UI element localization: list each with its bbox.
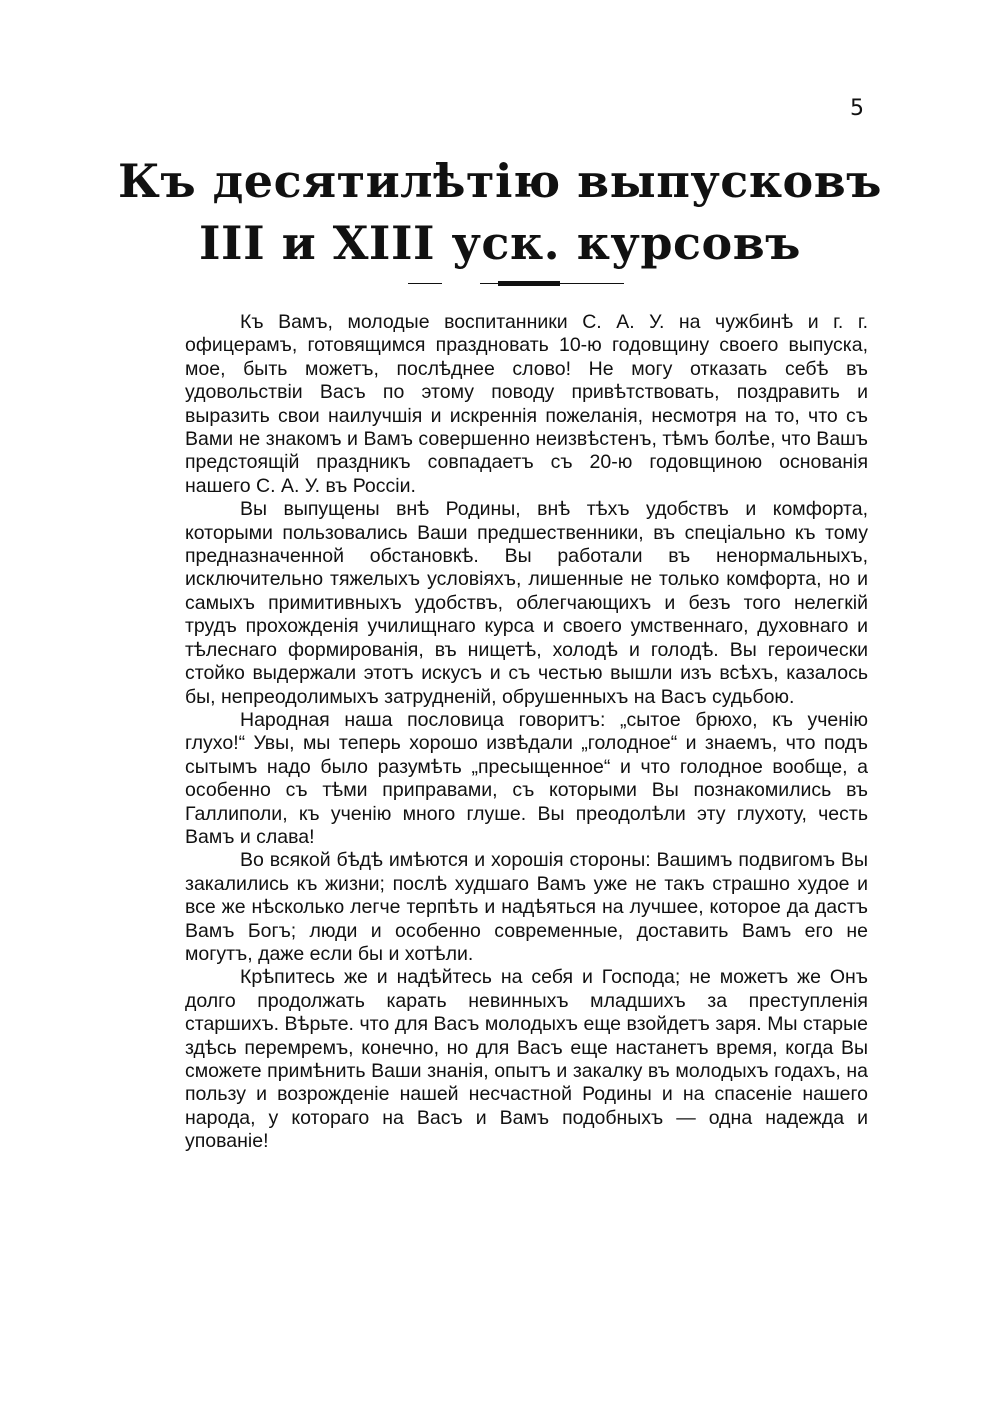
- article-body: [185, 311, 868, 1154]
- title-line-1: Къ десятилѣтію выпусковъ: [118, 154, 882, 208]
- title-divider: [408, 281, 624, 287]
- paragraph-5: Крѣпитесь же и надѣйтесь на себя и Господа; не можетъ же Онъ долго продолжать карать невинныхъ младшихъ за преступленія старшихъ. Вѣрьте. что для Васъ молодыхъ еще взойдетъ заря. Мы старые здѣсь перемремъ, конечно, но для Васъ еще настанетъ время, когда Вы сможете примѣнить Ваши знанія, опытъ и закалку въ молодыхъ годахъ, на пользу и возрожденіе нашей несчастной Родины и на спасеніе нашего народа, у котораго на Васъ и Вамъ подобныхъ — одна надежда и упованіе!: [185, 966, 868, 1153]
- article-title: [0, 150, 1000, 274]
- paragraph-4: Во всякой бѣдѣ имѣются и хорошія стороны: Вашимъ подвигомъ Вы закалились къ жизни; послѣ худшаго Вамъ уже не такъ страшно худое и все же нѣсколько легче терпѣть и надѣяться на лучшее, которое да дастъ Вамъ Богъ; люди и особенно современные, доставить Вамъ его не могутъ, даже если бы и хотѣли.: [185, 849, 868, 965]
- paragraph-2: Вы выпущены внѣ Родины, внѣ тѣхъ удобствъ и комфорта, которыми пользовались Ваши предшественники, въ спеціально къ тому предназначенной обстановкѣ. Вы работали въ ненормальныхъ, исключительно тяжелыхъ условіяхъ, лишенные не только комфорта, но и самыхъ примитивныхъ удобствъ, облегчающихъ и безъ того нелегкій трудъ прохожденія училищнаго курса и своего умственнаго, духовнаго и тѣлеснаго формированія, въ нищетѣ, холодѣ и голодѣ. Вы героически стойко выдержали этотъ искусъ и съ честью вышли изъ всѣхъ, казалось бы, непреодолимыхъ затрудненій, обрушенныхъ на Васъ судьбою.: [185, 498, 868, 708]
- paragraph-1: Къ Вамъ, молодые воспитанники С. А. У. на чужбинѣ и г. г. офицерамъ, готовящимся праздновать 10-ю годовщину своего выпуска, мое, быть можетъ, послѣднее слово! Не могу отказать себѣ въ удовольствіи Васъ по этому поводу привѣтствовать, поздравить и выразить свои наилучшія и искреннія пожеланія, несмотря на то, что съ Вами не знакомъ и Вамъ совершенно неизвѣстенъ, тѣмъ болѣе, что Вашъ предстоящій праздникъ совпадаетъ съ 20-ю годовщиною основанія нашего С. А. У. въ Россіи.: [185, 311, 868, 497]
- paragraph-3: Народная наша пословица говоритъ: „сытое брюхо, къ ученію глухо!“ Увы, мы теперь хорошо извѣдали „голодное“ и знаемъ, что подъ сытымъ надо было разумѣть „пресыщенное“ и что голодное вообще, а особенно съ тѣми приправами, съ которыми Вы познакомились въ Галлиполи, къ ученію много глуше. Вы преодолѣли эту глухоту, честь Вамъ и слава!: [185, 708, 868, 848]
- title-line-2: III и XIII уск. курсовъ: [199, 216, 801, 270]
- page-number: 5: [850, 96, 864, 121]
